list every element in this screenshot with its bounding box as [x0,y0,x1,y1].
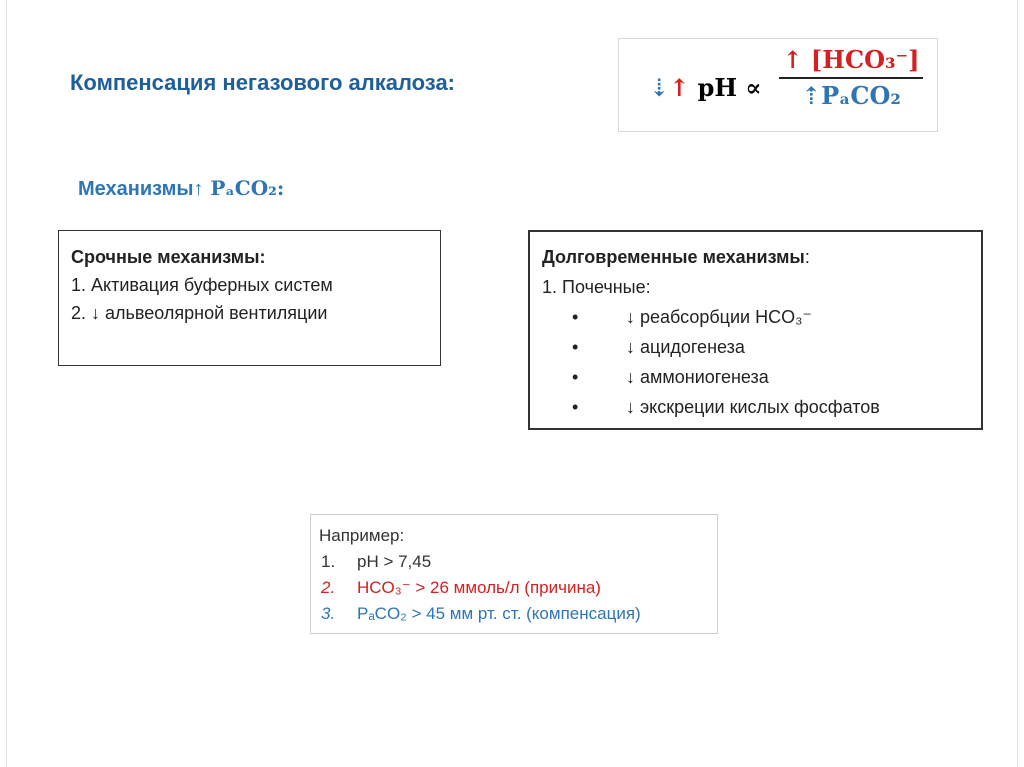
bullet-icon: • [572,337,579,357]
formula-denominator: ⇡PₐCO₂ [801,81,901,110]
long-term-heading-colon: : [804,247,810,267]
example-box [310,514,718,634]
bullet-text: ↓ ацидогенеза [626,337,745,357]
example-row [319,601,717,627]
formula-fraction [777,45,925,110]
up-arrow-icon: ↑ [193,178,204,200]
list-item [542,302,981,332]
formula-ph-text: pH ∝ [689,73,762,102]
example-number: 1. [321,552,336,571]
urgent-heading: Срочные механизмы: [71,247,266,267]
example-heading: Например: [319,526,405,545]
page-title: Компенсация негазового алкалоза: [70,70,456,95]
bullet-text: ↓ реабсорбции HCO₃⁻ [626,307,812,327]
example-row [319,549,717,575]
formula-box [618,38,938,132]
example-text: pH > 7,45 [357,552,432,571]
list-item [542,392,981,422]
long-term-heading: Долговременные механизмы [542,247,805,267]
urgent-mechanisms-box [58,230,441,366]
bullet-text: ↓ аммониогенеза [626,367,769,387]
long-term-heading-row [542,242,981,272]
dotted-down-arrow-icon: ⇣ [649,73,670,102]
slide-edge-right [1017,0,1018,767]
bullet-icon: • [572,307,579,327]
example-row [319,575,717,601]
list-item [542,362,981,392]
mechanisms-subtitle [78,176,284,201]
bullet-icon: • [572,367,579,387]
urgent-item: 2. ↓ альвеолярной вентиляции [71,303,328,323]
example-text: HCO₃⁻ > 26 ммоль/л (причина) [357,578,601,597]
bullet-text: ↓ экскреции кислых фосфатов [626,397,880,417]
formula-left [649,73,762,102]
long-term-mechanisms-box [528,230,983,430]
long-term-item: 1. Почечные: [542,277,651,297]
slide-edge-left [6,0,7,767]
subtitle-formula: PₐCO₂: [203,176,285,200]
example-text: PₐCO₂ > 45 мм рт. ст. (компенсация) [357,604,641,623]
example-number: 3. [321,604,336,623]
subtitle-text: Механизмы [78,178,194,200]
formula-numerator: ↑ [HCO₃⁻] [782,45,920,74]
urgent-item: 1. Активация буферных систем [71,275,333,295]
bullet-icon: • [572,397,579,417]
list-item [542,332,981,362]
example-number: 2. [321,578,336,597]
up-arrow-icon: ↑ [669,73,690,102]
